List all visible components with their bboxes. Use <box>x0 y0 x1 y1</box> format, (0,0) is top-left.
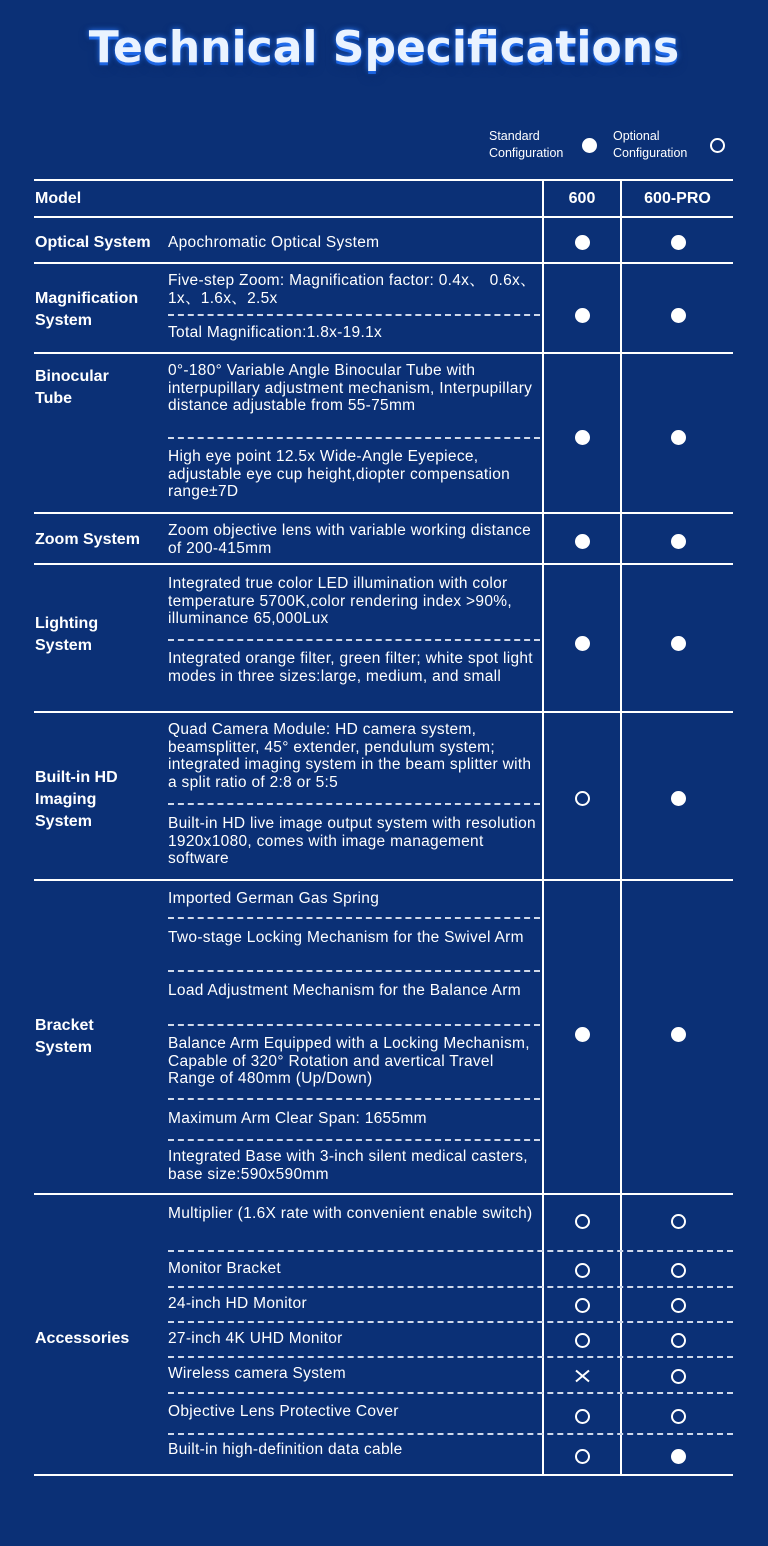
sub-divider <box>168 1024 540 1026</box>
header-model: Model <box>35 190 82 207</box>
filled-circle-icon <box>671 791 686 806</box>
filled-circle-icon <box>671 308 686 323</box>
category-label: Bracket System <box>35 1017 94 1056</box>
accessory-text: Wireless camera System <box>168 1365 346 1382</box>
category-label: Zoom System <box>35 531 140 548</box>
spec-text: Quad Camera Module: HD camera system, beamsplitter, 45° extender, pendulum system; integrated imaging system in the beam splitter with a split ratio of 2:8 or 5:5 <box>168 721 532 791</box>
filled-circle-icon <box>575 308 590 323</box>
category-label: Built-in HD Imaging System <box>35 769 118 830</box>
hollow-circle-icon <box>575 1409 590 1424</box>
legend-optional-label: Optional Configuration <box>613 129 688 160</box>
hollow-circle-icon <box>671 1369 686 1384</box>
hollow-circle-icon <box>575 1449 590 1464</box>
spec-text: Five-step Zoom: Magnification factor: 0.4x、 0.6x、 1x、1.6x、2.5x <box>168 272 536 307</box>
column-divider <box>620 179 622 1476</box>
header-600-pro: 600-PRO <box>644 190 711 207</box>
filled-circle-icon <box>575 235 590 250</box>
legend-standard-label: Standard Configuration <box>489 129 564 160</box>
hollow-circle-icon <box>575 1298 590 1313</box>
spec-text: High eye point 12.5x Wide-Angle Eyepiece, adjustable eye cup height,diopter compensation range±7D <box>168 448 511 500</box>
cross-icon <box>575 1368 590 1383</box>
accessory-text: Multiplier (1.6X rate with convenient enable switch) <box>168 1205 533 1222</box>
row-divider <box>34 216 733 218</box>
hollow-circle-icon <box>671 1263 686 1278</box>
spec-text: Apochromatic Optical System <box>168 234 380 251</box>
spec-text: Load Adjustment Mechanism for the Balance Arm <box>168 982 521 999</box>
table-top-border <box>34 179 733 181</box>
sub-divider <box>168 1286 733 1288</box>
filled-circle-icon <box>575 1027 590 1042</box>
category-label: Magnification System <box>35 290 139 329</box>
sub-divider <box>168 803 540 805</box>
accessory-text: 24-inch HD Monitor <box>168 1295 307 1312</box>
spec-text: Integrated orange filter, green filter; white spot light modes in three sizes:large, medium, and small <box>168 650 533 685</box>
legend-standard <box>489 128 569 162</box>
spec-text: Zoom objective lens with variable working distance of 200-415mm <box>168 522 532 557</box>
column-divider <box>542 179 544 1476</box>
category-label: Optical System <box>35 234 151 251</box>
spec-text: 0°-180° Variable Angle Binocular Tube with interpupillary adjustment mechanism, Interpupillary distance adjustable from 55-75mm <box>168 362 533 414</box>
row-divider <box>34 711 733 713</box>
filled-circle-icon <box>582 138 597 153</box>
spec-text: Integrated true color LED illumination with color temperature 5700K,color rendering index >90%, illuminance 65,000Lux <box>168 575 512 627</box>
spec-text: Integrated Base with 3-inch silent medical casters, base size:590x590mm <box>168 1148 528 1183</box>
filled-circle-icon <box>671 235 686 250</box>
accessory-text: 27-inch 4K UHD Monitor <box>168 1330 343 1347</box>
filled-circle-icon <box>671 534 686 549</box>
row-divider <box>34 563 733 565</box>
header-600: 600 <box>568 190 596 207</box>
hollow-circle-icon <box>671 1333 686 1348</box>
sub-divider <box>168 1098 540 1100</box>
table-bottom-border <box>34 1474 733 1476</box>
row-divider <box>34 1193 733 1195</box>
filled-circle-icon <box>671 430 686 445</box>
filled-circle-icon <box>671 1027 686 1042</box>
row-divider <box>34 512 733 514</box>
hollow-circle-icon <box>671 1214 686 1229</box>
sub-divider <box>168 1392 733 1394</box>
spec-text: Built-in HD live image output system with resolution 1920x1080, comes with image management software <box>168 815 536 867</box>
row-divider <box>34 879 733 881</box>
sub-divider <box>168 639 540 641</box>
legend-optional <box>613 128 703 162</box>
hollow-circle-icon <box>575 791 590 806</box>
filled-circle-icon <box>575 534 590 549</box>
sub-divider <box>168 970 540 972</box>
category-label: Accessories <box>35 1330 130 1347</box>
spec-text: Imported German Gas Spring <box>168 890 380 907</box>
category-label: Lighting System <box>35 615 99 654</box>
filled-circle-icon <box>575 430 590 445</box>
sub-divider <box>168 437 540 439</box>
hollow-circle-icon <box>575 1214 590 1229</box>
filled-circle-icon <box>575 636 590 651</box>
category-label: Binocular Tube <box>35 368 109 407</box>
hollow-circle-icon <box>575 1263 590 1278</box>
accessory-text: Built-in high-definition data cable <box>168 1441 403 1458</box>
hollow-circle-icon <box>671 1409 686 1424</box>
filled-circle-icon <box>671 1449 686 1464</box>
row-divider <box>34 352 733 354</box>
sub-divider <box>168 1321 733 1323</box>
sub-divider <box>168 1356 733 1358</box>
sub-divider <box>168 917 540 919</box>
hollow-circle-icon <box>671 1298 686 1313</box>
sub-divider <box>168 1250 733 1252</box>
filled-circle-icon <box>671 636 686 651</box>
spec-text: Total Magnification:1.8x-19.1x <box>168 324 383 341</box>
sub-divider <box>168 1139 540 1141</box>
hollow-circle-icon <box>710 138 725 153</box>
accessory-text: Objective Lens Protective Cover <box>168 1403 399 1420</box>
row-divider <box>34 262 733 264</box>
sub-divider <box>168 1433 733 1435</box>
sub-divider <box>168 314 540 316</box>
accessory-text: Monitor Bracket <box>168 1260 282 1277</box>
spec-text: Two-stage Locking Mechanism for the Swivel Arm <box>168 929 524 946</box>
spec-text: Balance Arm Equipped with a Locking Mechanism, Capable of 320° Rotation and avertical Travel Range of 480mm (Up/Down) <box>168 1035 530 1087</box>
spec-text: Maximum Arm Clear Span: 1655mm <box>168 1110 427 1127</box>
page-title: Technical Specifications <box>88 22 680 73</box>
hollow-circle-icon <box>575 1333 590 1348</box>
